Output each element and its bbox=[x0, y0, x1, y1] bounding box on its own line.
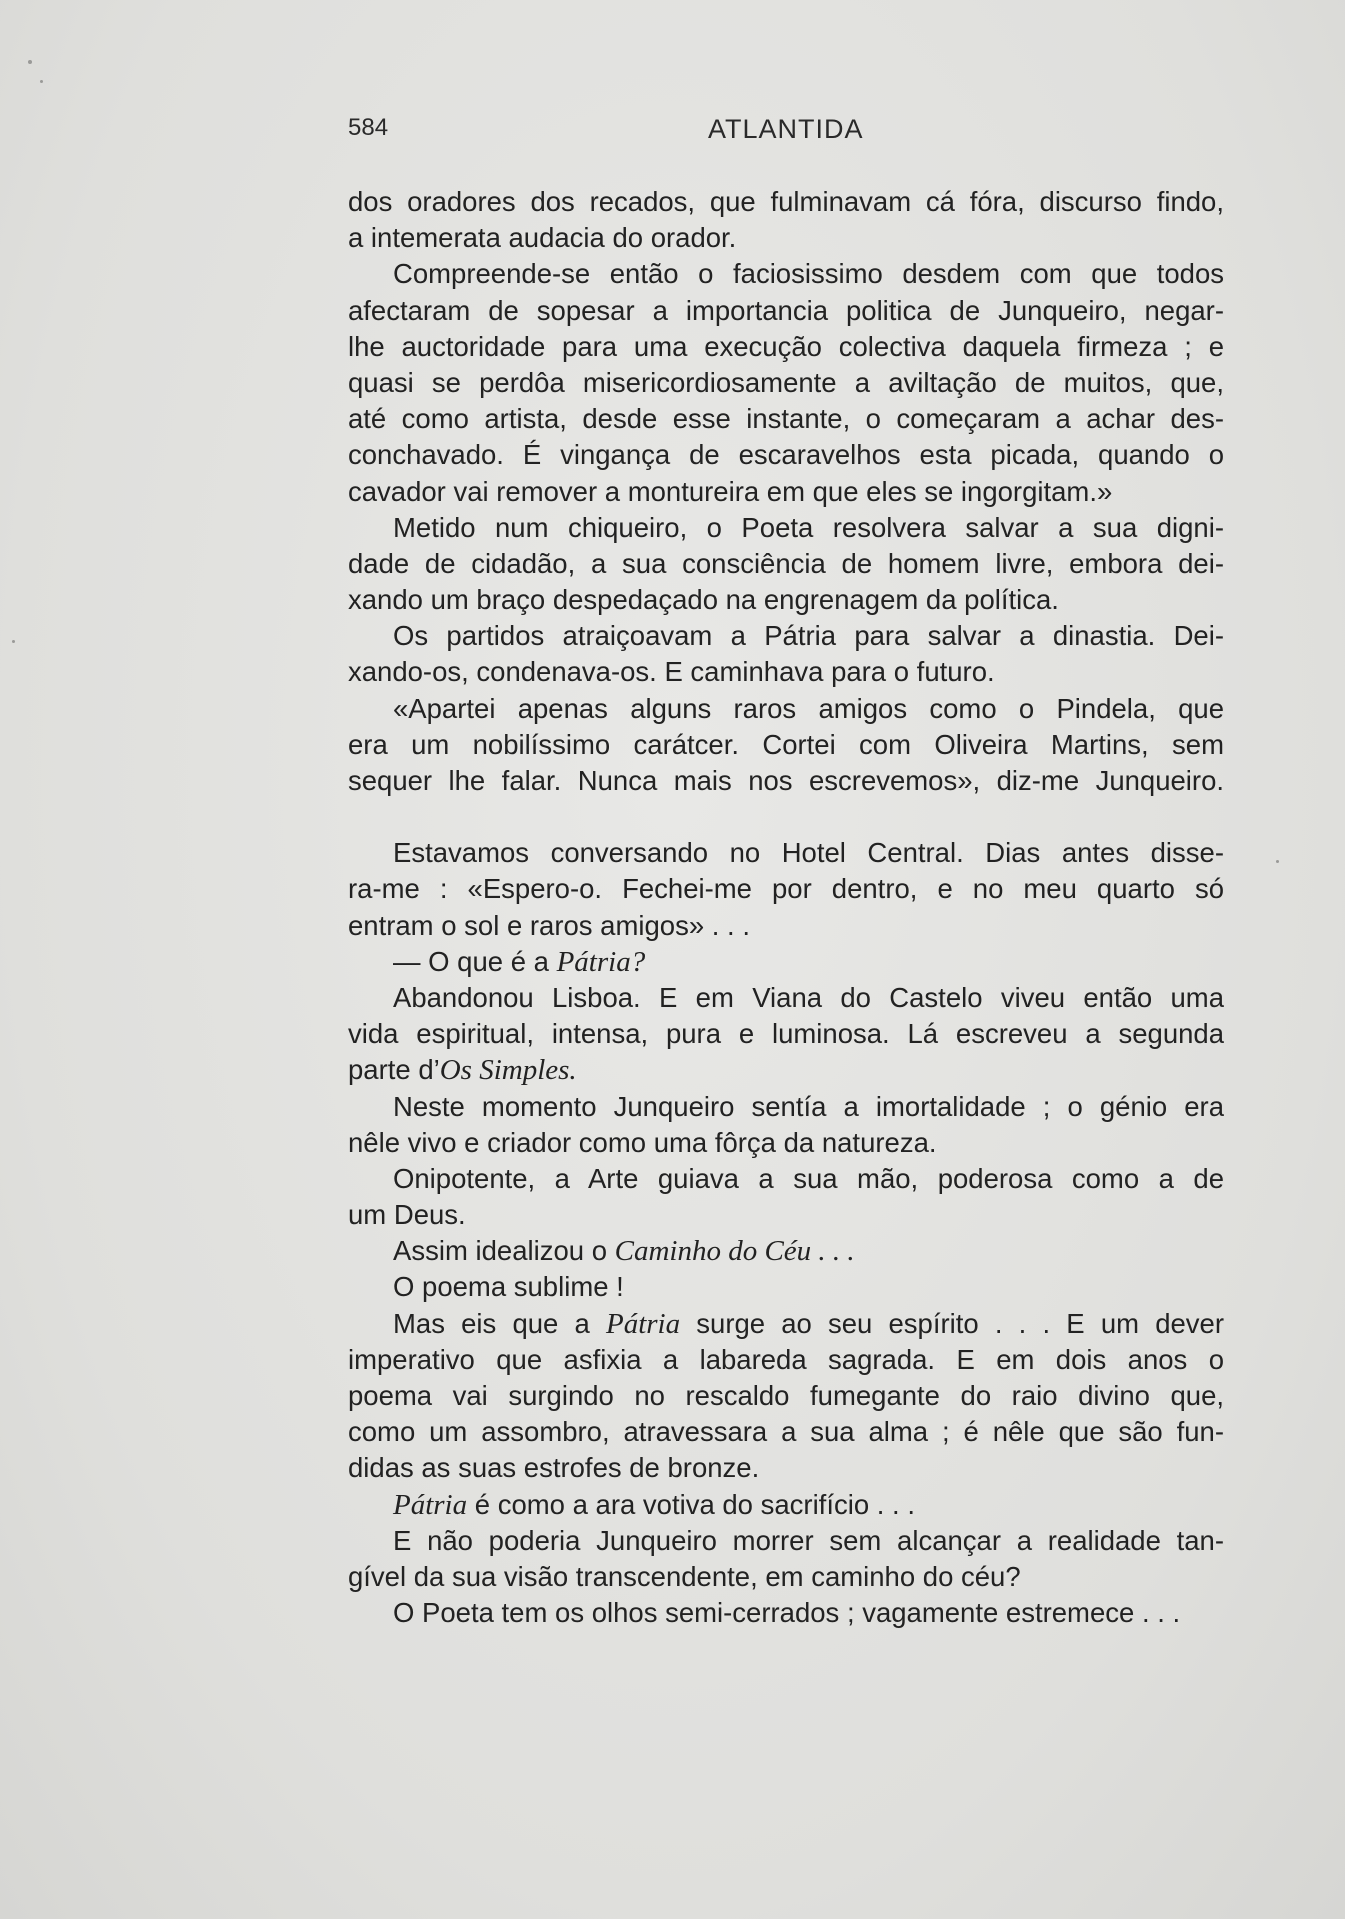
italic-title: Pátria? bbox=[556, 945, 646, 978]
text-line: O Poeta tem os olhos semi-cerrados ; vagamente estremece . . . bbox=[393, 1597, 1181, 1629]
italic-title: Pátria bbox=[393, 1488, 468, 1521]
text-line: Compreende-se então o faciosissimo desdem com que todos bbox=[393, 258, 1224, 290]
paper-speck bbox=[40, 80, 43, 83]
body-text bbox=[348, 184, 1224, 1631]
paper-speck bbox=[1276, 860, 1279, 863]
text-line: ra-me : «Espero-o. Fechei-me por dentro, e no meu quarto só bbox=[348, 873, 1224, 905]
paper-speck bbox=[28, 60, 32, 64]
text-line: vida espiritual, intensa, pura e luminosa. Lá escreveu a segunda bbox=[348, 1018, 1224, 1050]
text-line: até como artista, desde esse instante, o começaram a achar des- bbox=[348, 403, 1224, 435]
text-line: lhe auctoridade para uma execução colectiva daquela firmeza ; e bbox=[348, 330, 1224, 362]
text-line: dos oradores dos recados, que fulminavam cá fóra, discurso findo, bbox=[348, 186, 1224, 217]
text-line: xando um braço despedaçado na engrenagem da política. bbox=[348, 584, 1059, 616]
text-line: a intemerata audacia do orador. bbox=[348, 222, 737, 254]
text-line: entram o sol e raros amigos» . . . bbox=[348, 909, 750, 941]
italic-title: Os Simples. bbox=[439, 1054, 577, 1087]
text-line: Neste momento Junqueiro sentía a imortalidade ; o génio era bbox=[393, 1090, 1224, 1122]
text-line bbox=[348, 1052, 1224, 1088]
text-line: era um nobilíssimo carátcer. Cortei com Oliveira Martins, sem bbox=[348, 728, 1224, 760]
text-line: Os partidos atraiçoavam a Pátria para salvar a dinastia. Dei- bbox=[393, 620, 1224, 652]
text-line bbox=[348, 1233, 1224, 1269]
text-line: gível da sua visão transcendente, em caminho do céu? bbox=[348, 1560, 1021, 1592]
text-line: Metido num chiqueiro, o Poeta resolvera salvar a sua digni- bbox=[393, 511, 1224, 543]
text-line: afectaram de sopesar a importancia politica de Junqueiro, negar- bbox=[348, 294, 1224, 326]
text-line: poema vai surgindo no rescaldo fumegante do raio divino que, bbox=[348, 1380, 1224, 1411]
text-line: imperativo que asfixia a labareda sagrada. E em dois anos o bbox=[348, 1343, 1224, 1375]
text-line: dade de cidadão, a sua consciência de homem livre, embora dei- bbox=[348, 547, 1224, 579]
paper-speck bbox=[12, 640, 15, 643]
text-line: cavador vai remover a montureira em que eles se ingorgitam.» bbox=[348, 475, 1113, 507]
text-run: surge ao seu espírito . . . E um dever bbox=[680, 1307, 1224, 1339]
text-line: xando-os, condenava-os. E caminhava para o futuro. bbox=[348, 656, 995, 688]
italic-title: Pátria bbox=[605, 1307, 681, 1340]
text-line: didas as suas estrofes de bronze. bbox=[348, 1452, 760, 1484]
text-line: «Apartei apenas alguns raros amigos como o Pindela, que bbox=[393, 692, 1224, 724]
text-line: O poema sublime ! bbox=[393, 1271, 624, 1303]
text-line: conchavado. É vingança de escaravelhos esta picada, quando o bbox=[348, 439, 1224, 471]
text-run: é como a ara votiva do sacrifício . . . bbox=[467, 1488, 915, 1520]
text-line: E não poderia Junqueiro morrer sem alcançar a realidade tan- bbox=[393, 1524, 1224, 1556]
text-line bbox=[348, 944, 1224, 980]
text-line: sequer lhe falar. Nunca mais nos escrevemos», diz-me Junqueiro. bbox=[348, 765, 1224, 796]
text-line bbox=[348, 1487, 1224, 1523]
running-title: ATLANTIDA bbox=[708, 114, 864, 144]
text-line bbox=[348, 1306, 1224, 1342]
text-run: Assim idealizou o bbox=[393, 1235, 615, 1267]
text-line: Abandonou Lisboa. E em Viana do Castelo viveu então uma bbox=[393, 981, 1224, 1013]
text-line: nêle vivo e criador como uma fôrça da natureza. bbox=[348, 1126, 937, 1158]
text-line: como um assombro, atravessara a sua alma ; é nêle que são fun- bbox=[348, 1416, 1224, 1448]
text-run: Mas eis que a bbox=[393, 1307, 606, 1339]
running-head bbox=[348, 114, 868, 150]
page-number: 584 bbox=[348, 114, 389, 141]
italic-title: Caminho do Céu . . . bbox=[614, 1235, 855, 1268]
text-line: Onipotente, a Arte guiava a sua mão, poderosa como a de bbox=[393, 1162, 1224, 1194]
text-line: quasi se perdôa misericordiosamente a aviltação de muitos, que, bbox=[348, 366, 1224, 398]
text-run: parte d’ bbox=[348, 1054, 440, 1086]
text-line: Estavamos conversando no Hotel Central. Dias antes disse- bbox=[393, 837, 1224, 869]
text-line: um Deus. bbox=[348, 1199, 466, 1231]
text-run: — O que é a bbox=[393, 945, 557, 977]
